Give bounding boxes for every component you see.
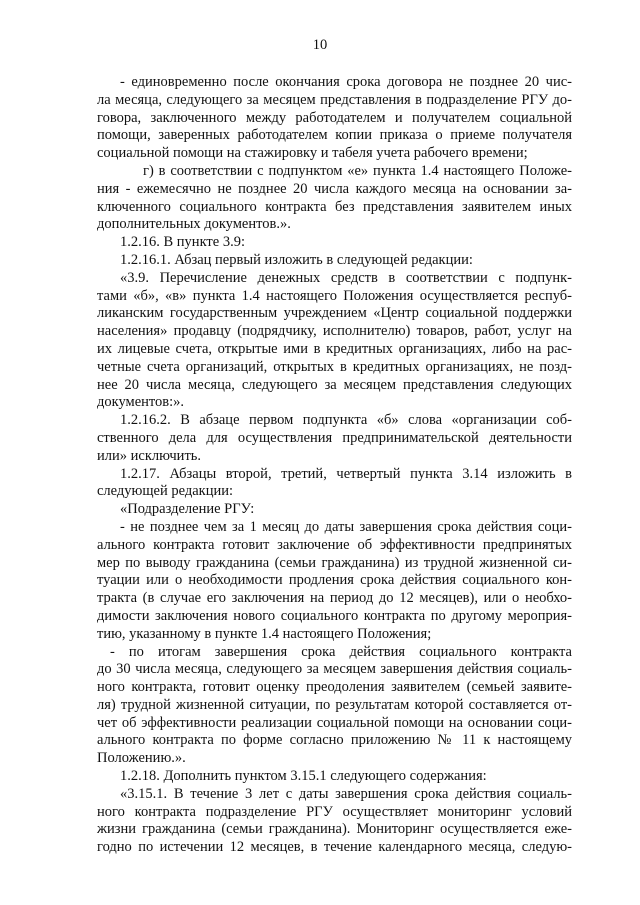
text-line: ного контракта подразделение РГУ осуществляет мониторинг условий	[97, 803, 572, 820]
text-line: социальной помощи на стажировку и табеля учета рабочего времени;	[97, 145, 528, 162]
text-line: 1.2.17. Абзацы второй, третий, четвертый пункта 3.14 изложить в	[120, 465, 572, 482]
page-number: 10	[312, 37, 328, 53]
text-line: ния - ежемесячно не позднее 20 числа каждого месяца на основании за-	[97, 180, 572, 197]
text-line: ственного дела для осуществления предпринимательской деятельности	[97, 429, 572, 446]
text-line: тами «б», «в» пункта 1.4 настоящего Положения осуществляется респуб-	[97, 287, 572, 304]
text-line: тию, указанному в пункте 1.4 настоящего Положения;	[97, 625, 432, 642]
text-line: говора, заключенного между работодателем и получателем социальной	[97, 109, 572, 126]
text-line: годно по истечении 12 месяцев, в течение календарного месяца, следую-	[97, 839, 572, 856]
text-line: мер по выводу гражданина (семьи гражданина) из трудной жизненной си-	[97, 554, 572, 571]
text-line: димости заключения нового социального контракта по другому мероприя-	[97, 607, 572, 624]
text-line: помощи, заверенных работодателем копии приказа о приеме получателя	[97, 127, 572, 144]
text-line: тракта (в случае его заключения на период до 12 месяцев), или о необхо-	[97, 590, 572, 607]
text-line: 1.2.16.2. В абзаце первом подпункта «б» слова «организации соб-	[120, 412, 572, 429]
text-line: жизни гражданина (семьи гражданина). Мониторинг осуществляется еже-	[97, 821, 572, 838]
text-line: следующей редакции:	[97, 483, 234, 500]
text-line: ного контракта, готовит оценку преодоления заявителем (семьей заявите-	[97, 679, 572, 696]
text-line: «Подразделение РГУ:	[120, 501, 255, 518]
text-line: четные счета организаций, открытых в кредитных организациях, не позд-	[97, 358, 572, 375]
text-line: Положению.».	[97, 750, 186, 767]
text-line: до 30 числа месяца, следующего за месяцем завершения действия социаль-	[97, 661, 572, 678]
text-line: 1.2.18. Дополнить пунктом 3.15.1 следующего содержания:	[120, 768, 487, 785]
text-line: 1.2.16.1. Абзац первый изложить в следующей редакции:	[120, 251, 473, 268]
text-line: ля) трудной жизненной ситуации, по результатам которой составляется от-	[97, 696, 572, 713]
text-line: ликанским государственным учреждением «Центр социальной поддержки	[97, 305, 572, 322]
text-line: туации или о необходимости продления срока действия социального кон-	[97, 572, 572, 589]
text-line: населения» продавцу (подрядчику, исполнителю) товаров, работ, услуг на	[97, 323, 572, 340]
text-line: чет об эффективности реализации социальной помощи на основании соци-	[97, 714, 572, 731]
text-line: - единовременно после окончания срока договора не позднее 20 чис-	[120, 74, 572, 90]
text-line: ключенного социального контракта без представления заявителем иных	[97, 198, 572, 215]
text-line: или» исключить.	[97, 447, 202, 464]
text-line: дополнительных документов.».	[97, 216, 291, 233]
text-line: «3.15.1. В течение 3 лет с даты завершения срока действия социаль-	[120, 785, 572, 802]
body-text	[97, 74, 572, 857]
text-line: ального контракта готовит заключение об эффективности предпринятых	[97, 536, 572, 553]
text-line: 1.2.16. В пункте 3.9:	[120, 234, 245, 251]
text-line: - не позднее чем за 1 месяц до даты завершения срока действия соци-	[120, 518, 572, 535]
text-line: документов:».	[97, 394, 185, 411]
text-line: их лицевые счета, открытые ими в кредитных организациях, либо на рас-	[97, 340, 572, 357]
text-line: - по итогам завершения срока действия социального контракта	[110, 643, 572, 660]
text-line: ального контракта по форме согласно приложению № 11 к настоящему	[97, 732, 572, 749]
text-line: ла месяца, следующего за месяцем представления в подразделение РГУ до-	[97, 91, 572, 108]
text-line: «3.9. Перечисление денежных средств в соответствии с подпунк-	[120, 269, 572, 286]
text-line: нее 20 числа месяца, следующего за месяцем представления следующих	[97, 376, 572, 393]
text-line: г) в соответствии с подпунктом «е» пункта 1.4 настоящего Положе-	[143, 162, 572, 179]
